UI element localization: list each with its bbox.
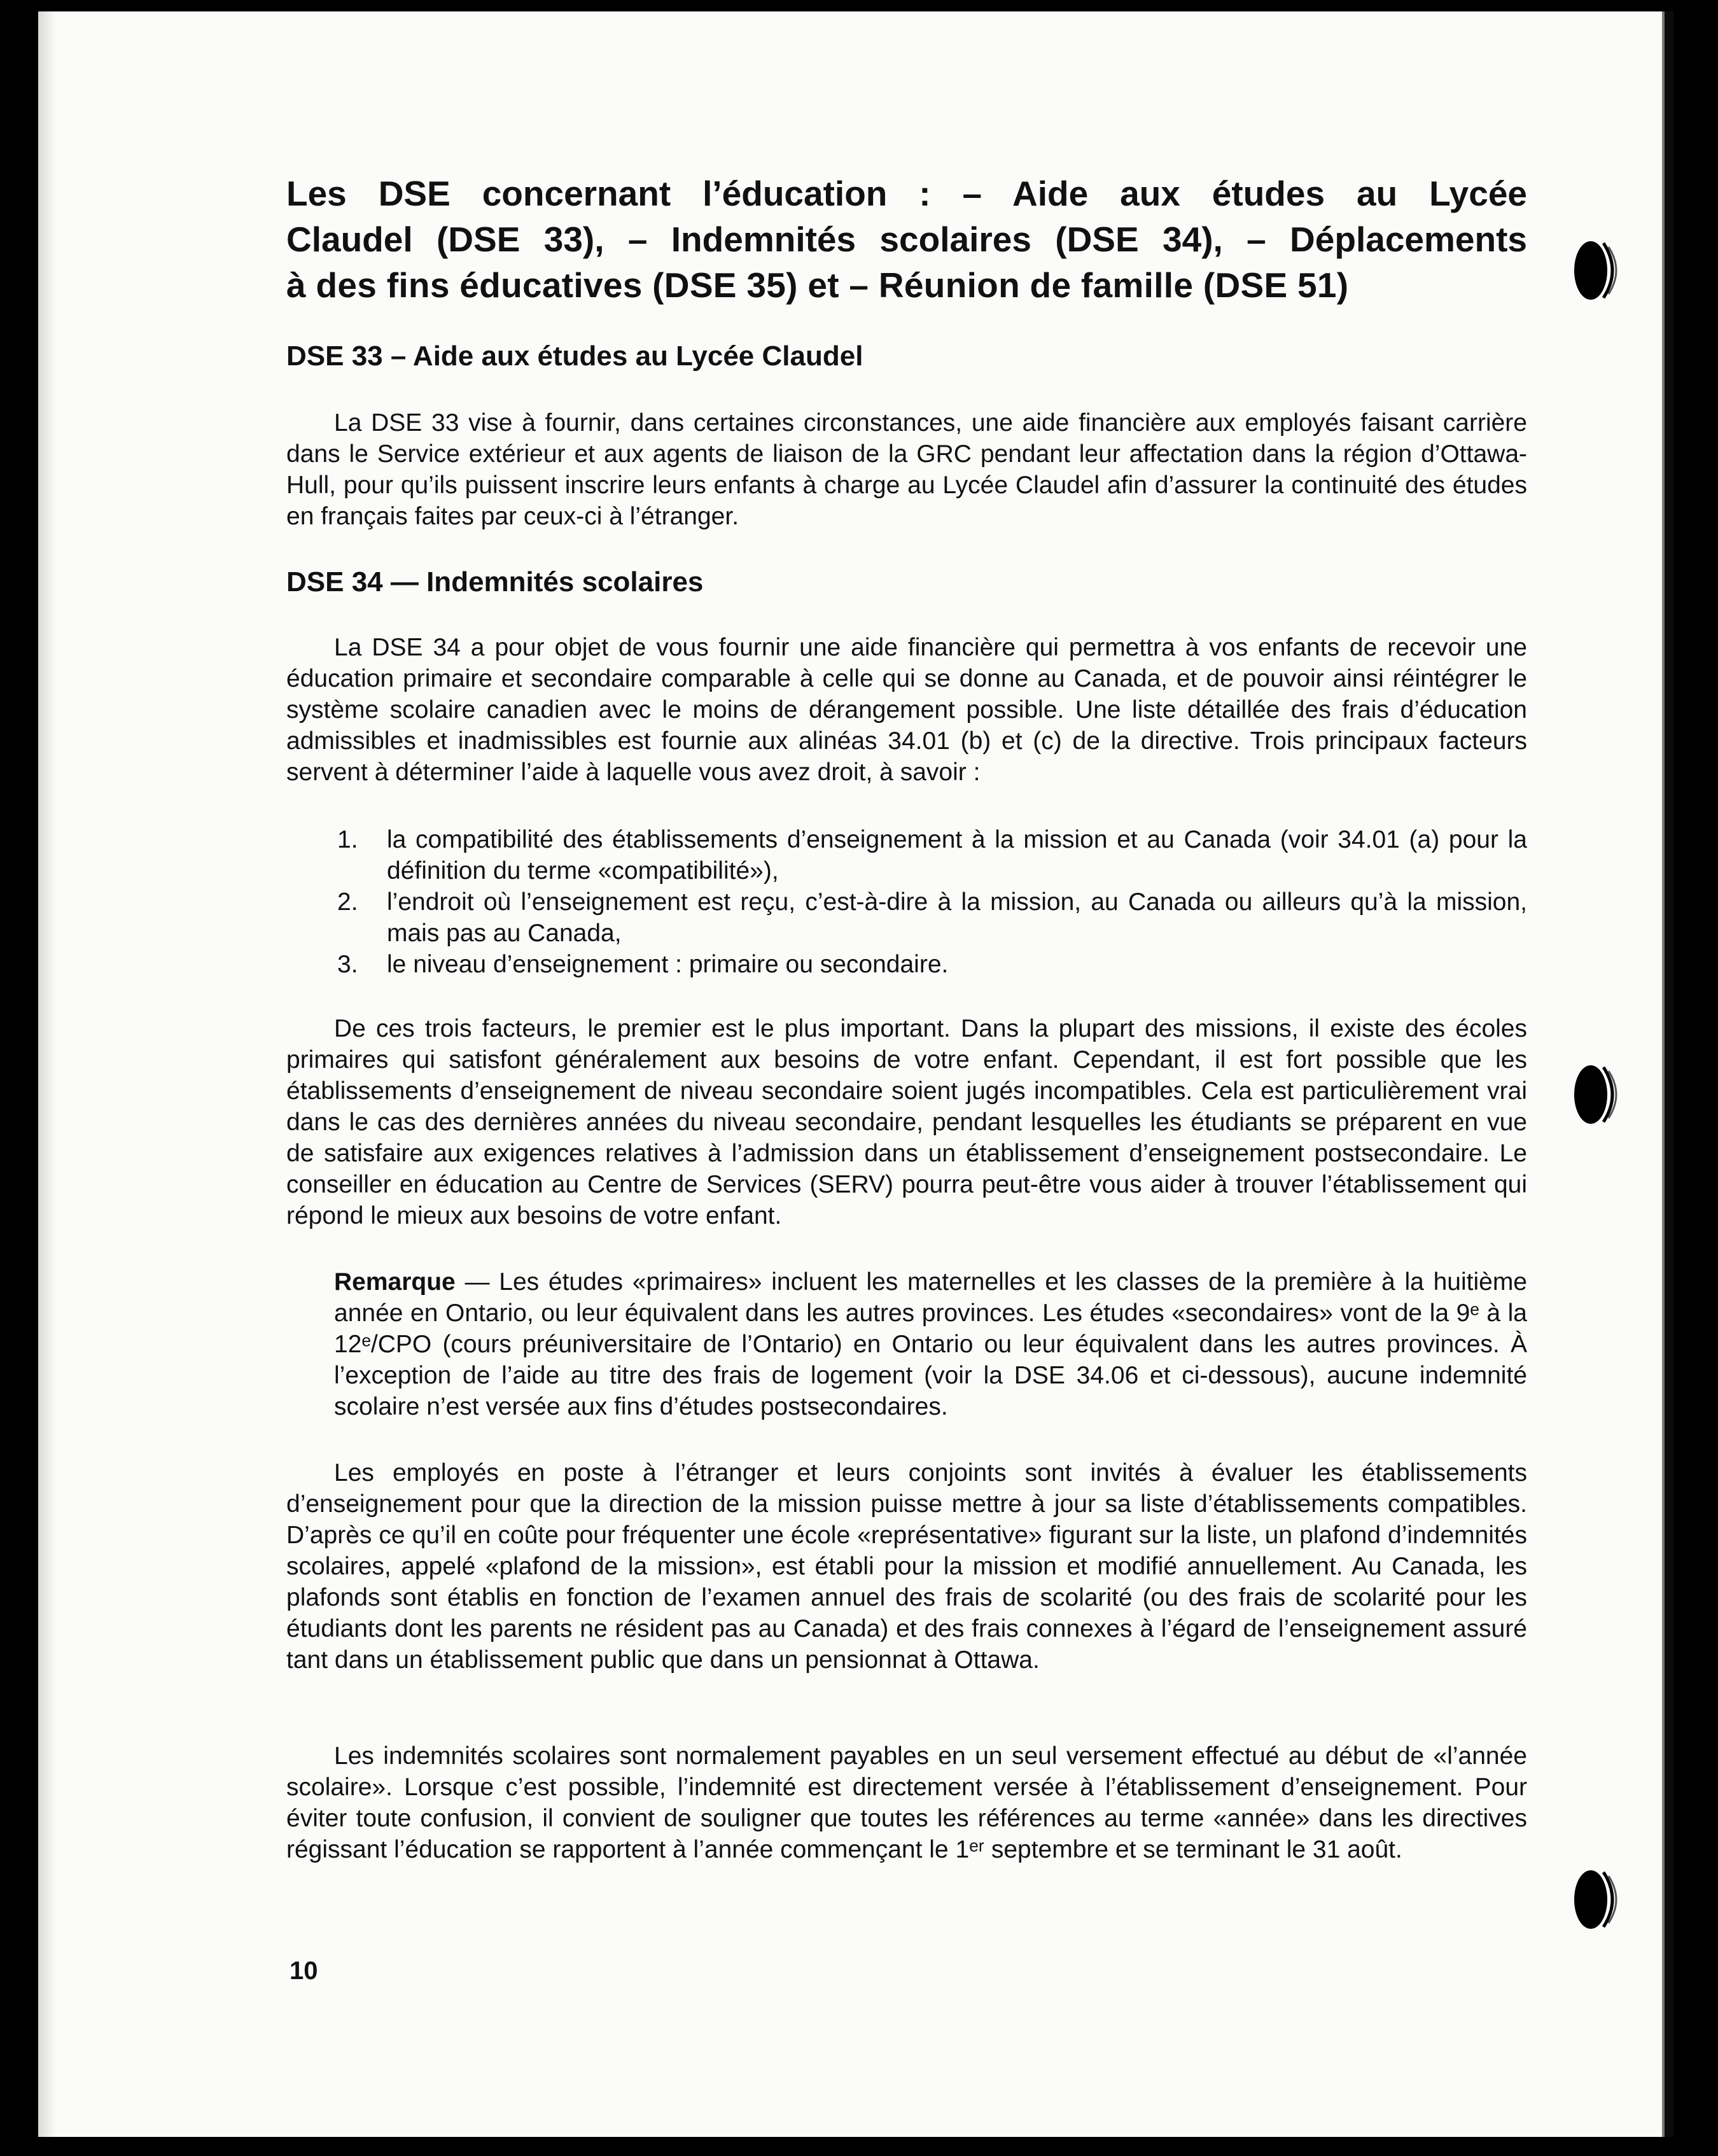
- section-heading-dse34: DSE 34 — Indemnités scolaires: [286, 566, 704, 598]
- list-item: [337, 824, 1527, 886]
- section-dse33: [286, 337, 1527, 375]
- remark-block: [334, 1266, 1527, 1422]
- paragraph-factors: De ces trois facteurs, le premier est le plus important. Dans la plupart des missions, il existe des écoles primaires qui satisfont généralement aux besoins de votre enfant. Cependant, il est fort possible que les établissements d’enseignement de niveau secondaire soient jugés incompatibles. Cela est particulièrement vrai dans le cas des dernières années du niveau secondaire, pendant lesquelles les étudiants se préparent en vue de satisfaire aux exigences relatives à l’admission dans un établissement d’enseignement postsecondaire. Le conseiller en éducation au Centre de Services (SERV) pourra peut-être vous aider à trouver l’établissement qui répond le mieux aux besoins de votre enfant.: [286, 1015, 1527, 1229]
- section-dse33-body: [286, 407, 1527, 532]
- section-dse34-factors: [286, 1013, 1527, 1231]
- paragraph-employees: Les employés en poste à l’étranger et leurs conjoints sont invités à évaluer les établissements d’enseignement pour que la direction de la mission puisse mettre à jour sa liste d’établissements compatibles. D’après ce qu’il en coûte pour fréquenter une école «représentative» figurant sur la liste, un plafond d’indemnités scolaires, appelé «plafond de la mission», est établi pour la mission et modifié annuellement. Au Canada, les plafonds sont établis en fonction de l’examen annuel des frais de scolarité (ou des frais de scolarité pour les étudiants dont les parents ne résident pas au Canada) et des frais connexes à l’égard de l’enseignement assuré tant dans un établissement public que dans un pensionnat à Ottawa.: [286, 1459, 1527, 1674]
- list-item-number: 2.: [337, 888, 358, 916]
- title-line-2: Claudel (DSE 33), – Indemnités scolaires (DSE 34), – Déplacements: [286, 220, 1527, 259]
- page-title: [286, 171, 1527, 308]
- list-item-number: 1.: [337, 826, 358, 853]
- paragraph-dse34-intro: La DSE 34 a pour objet de vous fournir une aide financière qui permettra à vos enfants de recevoir une éducation primaire et secondaire comparable à celle qui se donne au Canada, et de pouvoir ainsi réintégrer le système scolaire canadien avec le moins de dérangement possible. Une liste détaillée des frais d’éducation admissibles et inadmissibles est fournie aux alinéas 34.01 (b) et (c) de la directive. Trois principaux facteurs servent à déterminer l’aide à laquelle vous avez droit, à savoir :: [286, 634, 1527, 786]
- margin-tab-mark-icon: [1565, 235, 1623, 305]
- list-item-text: la compatibilité des établissements d’enseignement à la mission et au Canada (voir 34.01 (a) pour la définition du terme «compatibilité»),: [387, 826, 1527, 885]
- title-line-3: à des fins éducatives (DSE 35) et – Réunion de famille (DSE 51): [286, 265, 1349, 305]
- list-item-number: 3.: [337, 951, 358, 978]
- page-right-edge: [1662, 11, 1673, 2137]
- paragraph-remark: [334, 1266, 1527, 1422]
- section-dse34-intro: [286, 632, 1527, 788]
- page-left-edge-shadow: [38, 11, 56, 2137]
- section-heading-dse33: DSE 33 – Aide aux études au Lycée Claudel: [286, 340, 863, 372]
- list-item: [337, 886, 1527, 949]
- paragraph-dse33: La DSE 33 vise à fournir, dans certaines circonstances, une aide financière aux employés faisant carrière dans le Service extérieur et aux agents de liaison de la GRC pendant leur affectation dans la région d’Ottawa-Hull, pour qu’ils puissent inscrire leurs enfants à charge au Lycée Claudel afin d’assurer la continuité des études en français faites par ceux-ci à l’étranger.: [286, 409, 1527, 530]
- margin-tab-mark-icon: [1565, 1060, 1623, 1130]
- list-item: [337, 949, 1527, 980]
- title-line-1: Les DSE concernant l’éducation : – Aide aux études au Lycée: [286, 174, 1527, 213]
- section-dse34: [286, 563, 1527, 601]
- remark-label: Remarque: [334, 1268, 456, 1296]
- list-item-text: l’endroit où l’enseignement est reçu, c’est-à-dire à la mission, au Canada ou ailleurs qu’à la mission, mais pas au Canada,: [387, 888, 1527, 947]
- page-number: 10: [290, 1957, 318, 1985]
- paragraph-payment: Les indemnités scolaires sont normalement payables en un seul versement effectué au début de «l’année scolaire». Lorsque c’est possible, l’indemnité est directement versée à l’établissement d’enseignement. Pour éviter toute confusion, il convient de souligner que toutes les références au terme «année» dans les directives régissant l’éducation se rapportent à l’année commençant le 1ᵉʳ septembre et se terminant le 31 août.: [286, 1742, 1527, 1863]
- list-item-text: le niveau d’enseignement : primaire ou secondaire.: [387, 951, 949, 978]
- factors-list: [337, 824, 1527, 980]
- section-dse34-payment: [286, 1740, 1527, 1865]
- margin-tab-mark-icon: [1565, 1865, 1623, 1935]
- section-dse34-employees: [286, 1457, 1527, 1676]
- remark-text: — Les études «primaires» incluent les maternelles et les classes de la première à la huitième année en Ontario, ou leur équivalent dans les autres provinces. Les études «secondaires» vont de la 9ᵉ à la 12ᵉ/CPO (cours préuniversitaire de l’Ontario) en Ontario ou leur équivalent dans les autres provinces. À l’exception de l’aide au titre des frais de logement (voir la DSE 34.06 et ci-dessous), aucune indemnité scolaire n’est versée aux fins d’études postsecondaires.: [334, 1268, 1527, 1420]
